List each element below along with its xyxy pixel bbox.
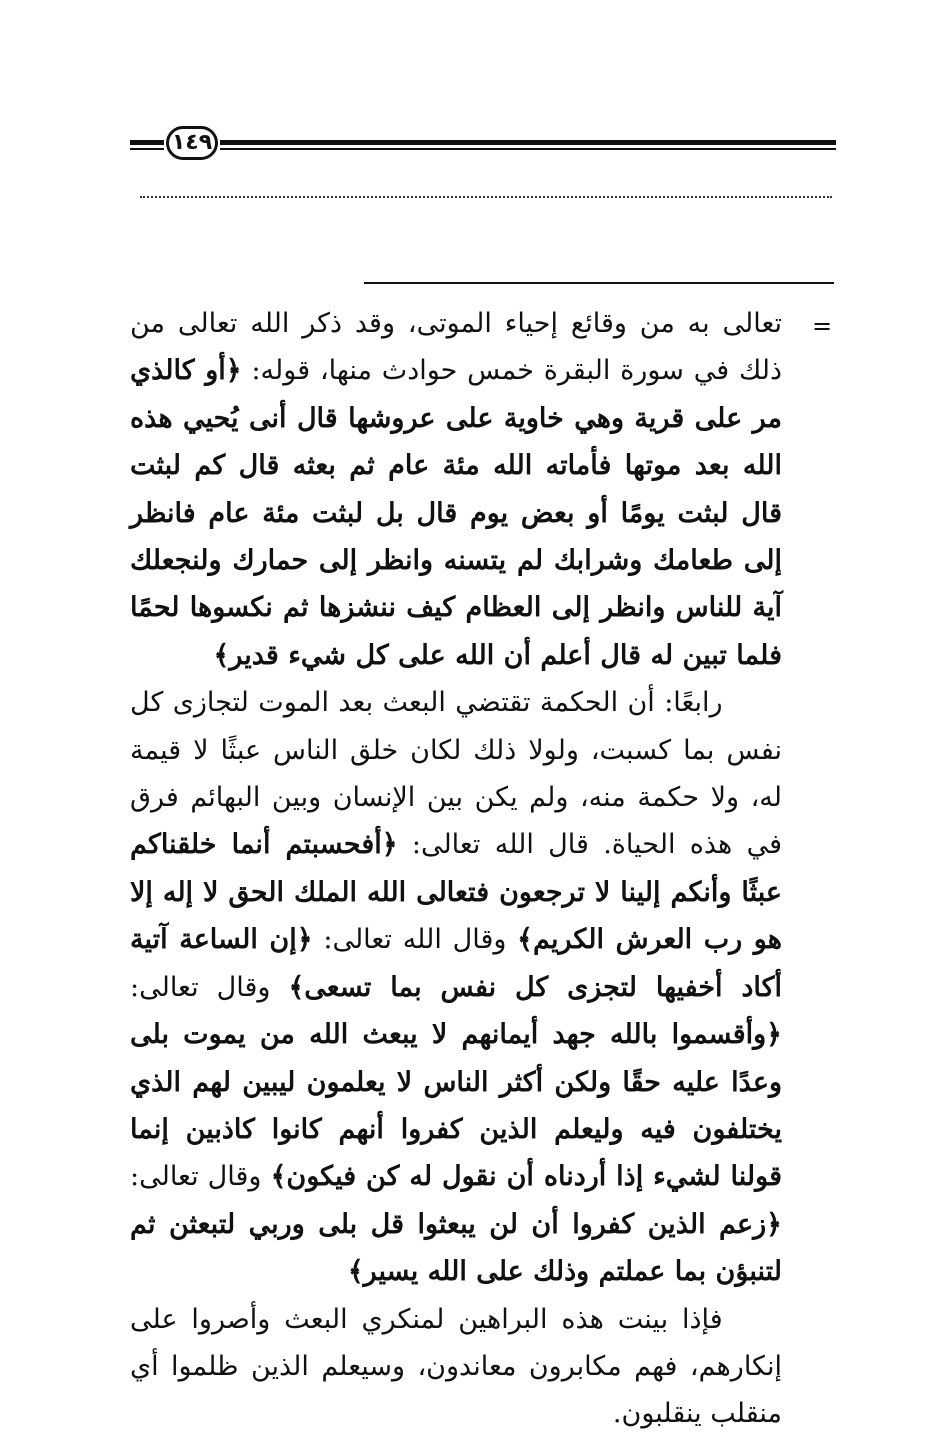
paragraph	[130, 679, 782, 1295]
quran-quote: ﴿إن الساعة آتية أكاد أخفيها لتجزى كل نفس بما تسعى﴾	[130, 924, 782, 1003]
quran-quote: ﴿زعم الذين كفروا أن لن يبعثوا قل بلى وربي لتبعثن ثم لتنبؤن بما عملتم وذلك على الله يسير﴾	[130, 1208, 782, 1288]
footnote-rule	[364, 282, 834, 284]
text-run: وقال الله تعالى:	[312, 924, 518, 956]
header-rule	[130, 140, 164, 145]
text-run: تعالى به من وقائع إحياء الموتى، وقد ذكر الله تعالى من ذلك في سورة البقرة خمس حوادث منها، قوله:	[130, 308, 782, 387]
paragraph	[130, 300, 782, 679]
body-text	[130, 300, 782, 1438]
text-run: رابعًا: أن الحكمة تقتضي البعث بعد الموت لتجازى كل نفس بما كسبت، ولولا ذلك لكان خلق الناس عبثًا لا قيمة له، ولا حكمة منه، ولم يكن بين الإنسان وبين البهائم فرق في هذه الحياة. قال الله تعالى:	[130, 687, 782, 861]
header-rule	[130, 148, 164, 150]
header-rule	[220, 140, 836, 145]
quran-quote: ﴿أفحسبتم أنما خلقناكم عبثًا وأنكم إلينا لا ترجعون فتعالى الله الملك الحق لا إله إلا هو رب العرش الكريم﴾	[130, 829, 782, 956]
dotted-separator	[140, 196, 832, 208]
text-run: وقال تعالى:	[130, 1161, 271, 1193]
continuation-mark: =	[812, 312, 833, 340]
page-number: ١٤٩	[166, 126, 218, 160]
quran-quote: ﴿أو كالذي مر على قرية وهي خاوية على عروشها قال أنى يُحيي هذه الله بعد موتها فأماته الله مئة عام ثم بعثه قال كم لبثت قال لبثت يومًا أو بعض يوم قال بل لبثت مئة عام فانظر إلى طعامك وشرابك لم يتسنه وانظر إلى حمارك ولنجعلك آية للناس وانظر إلى العظام كيف ننشزها ثم نكسوها لحمًا فلما تبين له قال أعلم أن الله على كل شيء قدير﴾	[130, 355, 782, 671]
header-rule	[220, 148, 836, 150]
text-run: فإذا بينت هذه البراهين لمنكري البعث وأصروا على إنكارهم، فهم مكابرون معاندون، وسيعلم الذين ظلموا أي منقلب ينقلبون.	[130, 1303, 782, 1430]
quran-quote: ﴿وأقسموا بالله جهد أيمانهم لا يبعث الله من يموت بلى وعدًا عليه حقًا ولكن أكثر الناس لا يعلمون ليبين لهم الذي يختلفون فيه وليعلم الذين كفروا أنهم كانوا كاذبين إنما قولنا لشيء إذا أردناه أن نقول له كن فيكون﴾	[130, 1019, 782, 1193]
text-run: وقال تعالى:	[130, 971, 289, 1003]
page-header	[130, 124, 836, 164]
paragraph	[130, 1296, 782, 1438]
